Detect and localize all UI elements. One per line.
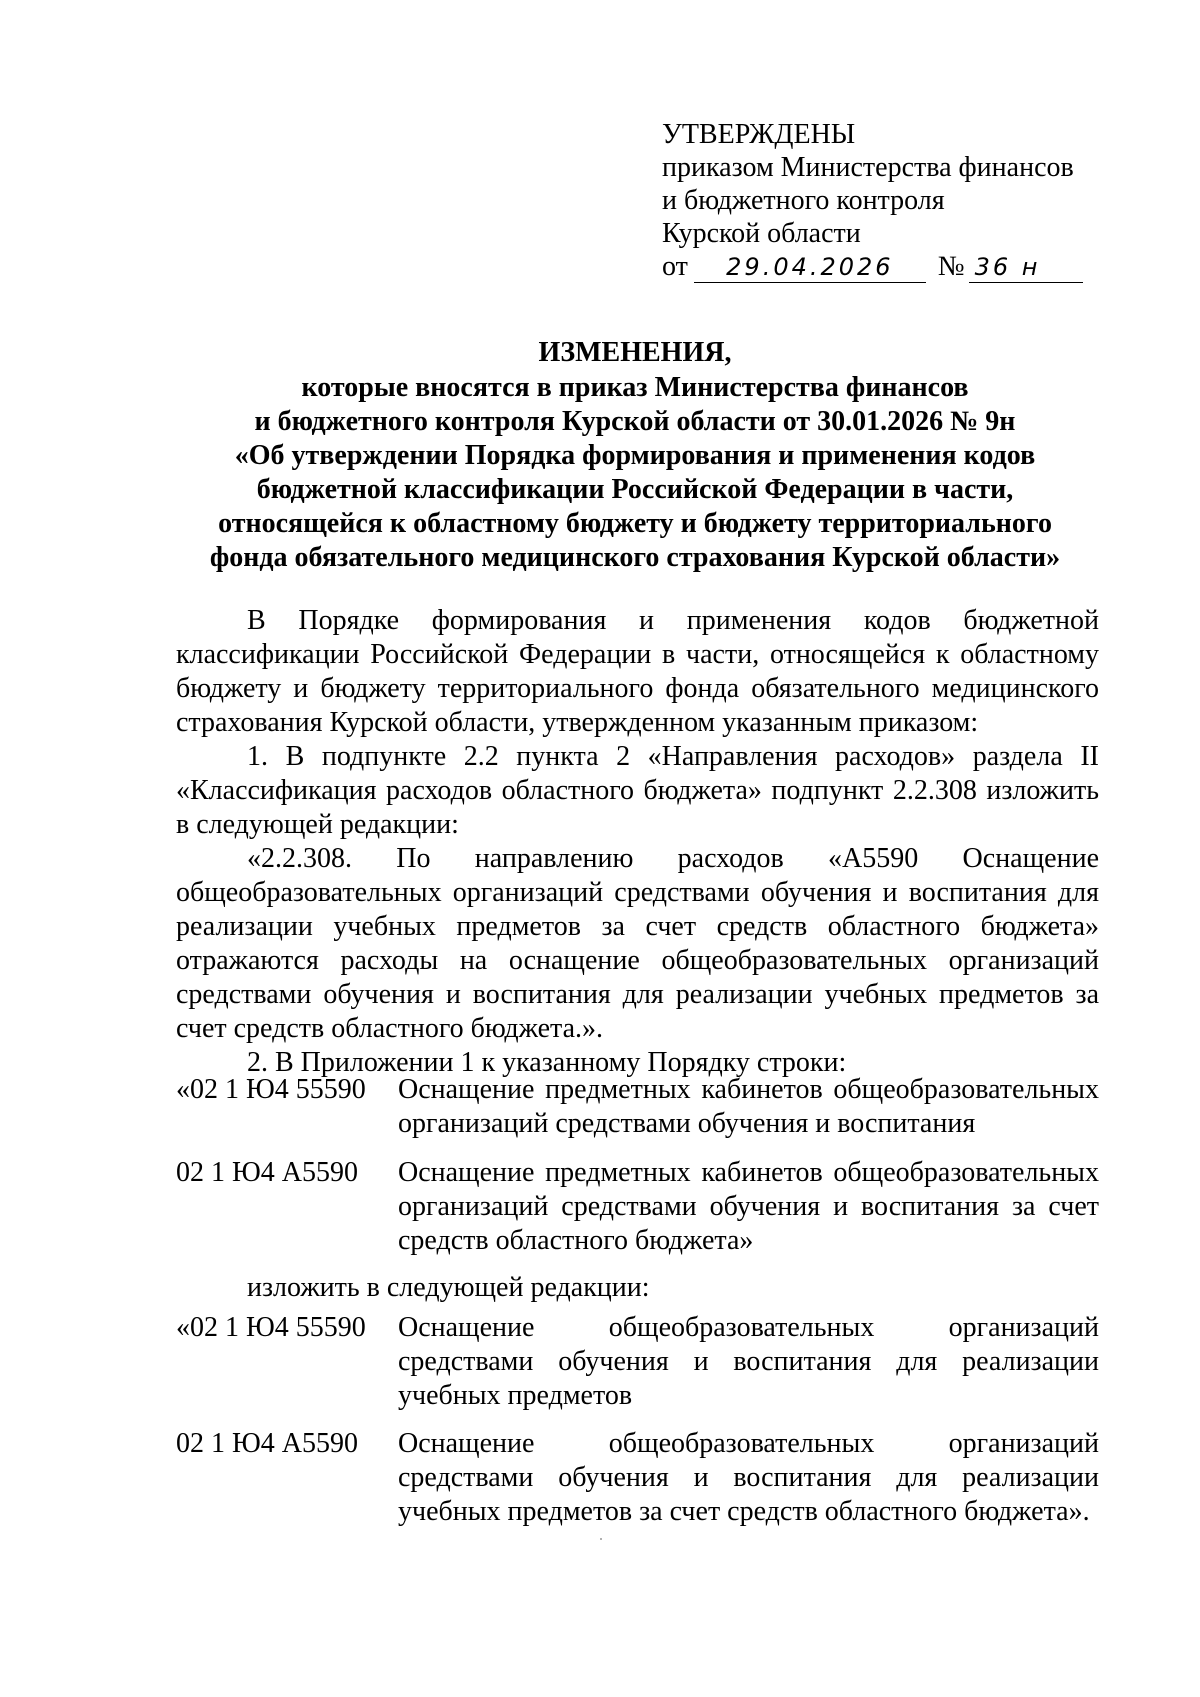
approval-line-1: приказом Министерства финансов bbox=[662, 152, 1074, 183]
old-row bbox=[176, 1073, 1099, 1141]
row-description: Оснащение общеобразовательных организаций средствами обучения и воспитания для реализации учебных предметов bbox=[398, 1312, 1099, 1411]
approved-heading: УТВЕРЖДЕНЫ bbox=[662, 119, 856, 150]
restate-paragraph: изложить в следующей редакции: bbox=[247, 1272, 650, 1303]
item-1-paragraph: 1. В подпункте 2.2 пункта 2 «Направления расходов» раздела II «Классификация расходов областного бюджета» подпункт 2.2.308 изложить в следующей редакции: bbox=[176, 741, 1099, 840]
title-line: и бюджетного контроля Курской области от 30.01.2026 № 9н bbox=[254, 406, 1016, 437]
row-code: 02 1 Ю4 А5590 bbox=[176, 1428, 358, 1459]
new-row bbox=[176, 1311, 1099, 1413]
new-row bbox=[176, 1427, 1099, 1529]
intro-paragraph: В Порядке формирования и применения кодов бюджетной классификации Российской Федерации в части, относящейся к областному бюджету и бюджету территориального фонда обязательного медицинского страхования Курской области, утвержденном указанным приказом: bbox=[176, 605, 1099, 738]
title-line: которые вносятся в приказ Министерства финансов bbox=[301, 372, 969, 403]
title-heading: ИЗМЕНЕНИЯ, bbox=[538, 337, 732, 368]
row-code: «02 1 Ю4 55590 bbox=[176, 1312, 366, 1343]
restate-line-block bbox=[176, 1271, 1099, 1305]
from-label: от bbox=[662, 251, 688, 282]
row-description: Оснащение предметных кабинетов общеобразовательных организаций средствами обучения и воспитания bbox=[398, 1074, 1099, 1139]
item-1-new-text: «2.2.308. По направлению расходов «А5590 Оснащение общеобразовательных организаций средствами обучения и воспитания для реализации учебных предметов за счет средств областного бюджета» отражаются расходы на оснащение общеобразовательных организаций средствами обучения и воспитания для реализации учебных предметов за счет средств областного бюджета.». bbox=[176, 843, 1099, 1044]
title-line: «Об утверждении Порядка формирования и применения кодов bbox=[234, 440, 1036, 471]
title-line: относящейся к областному бюджету и бюджету территориального bbox=[218, 508, 1052, 539]
approval-line-2: и бюджетного контроля bbox=[662, 185, 945, 216]
row-description: Оснащение предметных кабинетов общеобразовательных организаций средствами обучения и воспитания за счет средств областного бюджета» bbox=[398, 1157, 1099, 1256]
handwritten-date: 29.04.2026 bbox=[694, 252, 926, 283]
title-line: фонда обязательного медицинского страхования Курской области» bbox=[209, 542, 1061, 573]
number-label: № bbox=[937, 251, 965, 282]
scan-speck bbox=[600, 1538, 602, 1540]
title-line: бюджетной классификации Российской Федерации в части, bbox=[256, 474, 1014, 505]
approval-stamp-block bbox=[662, 118, 1083, 283]
row-code: «02 1 Ю4 55590 bbox=[176, 1074, 366, 1105]
row-description: Оснащение общеобразовательных организаций средствами обучения и воспитания для реализации учебных предметов за счет средств областного бюджета». bbox=[398, 1428, 1099, 1527]
approval-line-3: Курской области bbox=[662, 218, 861, 249]
document-title bbox=[170, 336, 1100, 575]
row-code: 02 1 Ю4 А5590 bbox=[176, 1157, 358, 1188]
body-text bbox=[176, 604, 1099, 1080]
approval-date-line bbox=[662, 250, 1083, 283]
handwritten-number: 36 н bbox=[969, 252, 1083, 283]
old-row bbox=[176, 1156, 1099, 1258]
item-2-paragraph: 2. В Приложении 1 к указанному Порядку строки: bbox=[247, 1047, 847, 1078]
